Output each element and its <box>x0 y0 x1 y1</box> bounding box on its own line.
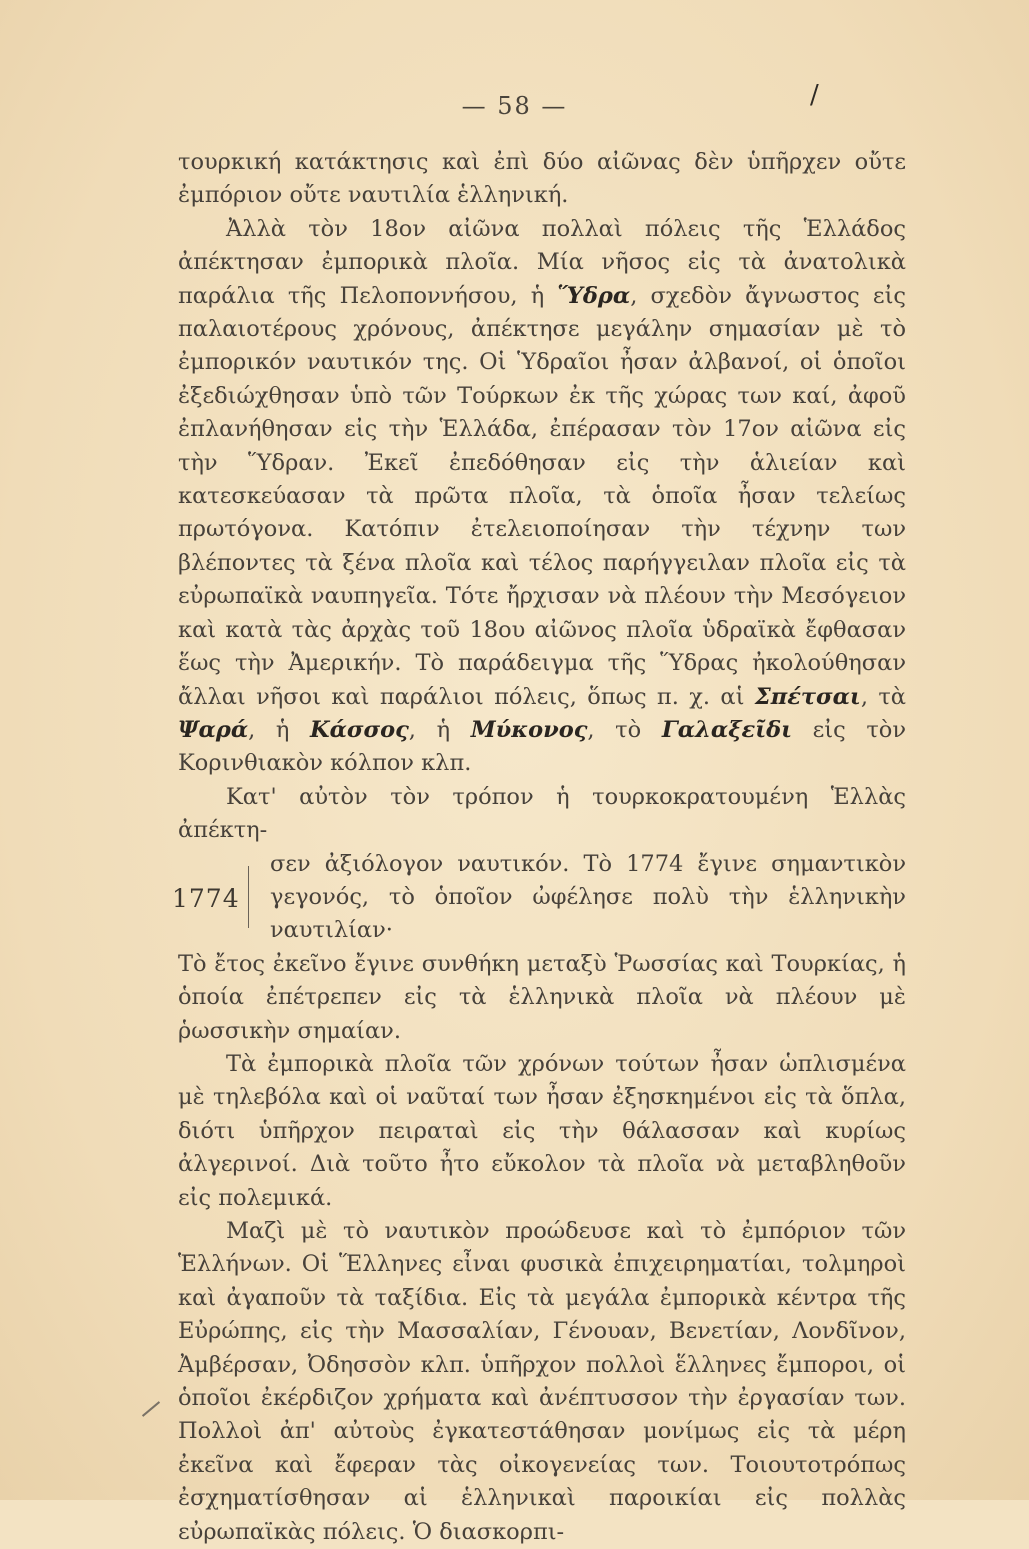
paragraph-p5 <box>178 1215 906 1549</box>
text-run: , τὸ <box>587 716 662 743</box>
margin-year: 1774 <box>172 883 240 913</box>
paragraph-p4 <box>178 1048 906 1215</box>
text-run: Κατ' αὐτὸν τὸν τρόπον ἡ τουρκοκρατουμένη Ἑλλὰς ἀπέκτη- <box>178 783 906 844</box>
text-run: τουρκική κατάκτησις καὶ ἐπὶ δύο αἰῶνας δὲν ὑπῆρχεν οὔτε ἐμπόριον οὔτε ναυτιλία ἑλληνική. <box>178 149 906 209</box>
text-run: Τὸ ἔτος ἐκεῖνο ἔγινε συνθήκη μεταξὺ Ῥωσσίας καὶ Τουρκίας, ἡ ὁποία ἐπέτρεπεν εἰς τὰ ἑλληνικὰ πλοῖα νὰ πλέουν μὲ ῥωσσικὴν σημαίαν. <box>178 950 906 1044</box>
text-run: Τὰ ἐμπορικὰ πλοῖα τῶν χρόνων τούτων ἦσαν ὡπλισμένα μὲ τηλεβόλα καὶ οἱ ναῦταί των ἦσαν ἐξησκημένοι εἰς τὰ ὅπλα, διότι ὑπῆρχον πειραταὶ εἰς τὴν θάλασσαν καὶ κυρίως ἀλγερινοί. Διὰ τοῦτο ἦτο εὔκολον τὰ πλοῖα νὰ μεταβληθοῦν εἰς πολεμικά. <box>178 1050 906 1211</box>
paragraph-p3a <box>178 781 906 848</box>
paragraphs-after <box>178 948 906 1549</box>
text-run: εἰς τὸν Κορινθιακὸν κόλπον κλπ. <box>178 716 906 777</box>
paragraph-p3b <box>178 948 906 1048</box>
text-run: Μαζὶ μὲ τὸ ναυτικὸν προώδευσε καὶ τὸ ἐμπόριον τῶν Ἑλλήνων. Οἱ Ἕλληνες εἶναι φυσικὰ ἐπιχειρηματίαι, τολμηροὶ καὶ ἀγαποῦν τὰ ταξίδια. Εἰς τὰ μεγάλα ἐμπορικὰ κέντρα τῆς Εὐρώπης, εἰς τὴν Μασσαλίαν, Γένουαν, Βενετίαν, Λονδῖνον, Ἀμβέρσαν, Ὀδησσὸν κλπ. ὑπῆρχον πολλοὶ ἕλληνες ἔμποροι, οἱ ὁποῖοι ἐκέρδιζον χρήματα καὶ ἀνέπτυσσον τὴν ἐργασίαν των. Πολλοὶ ἀπ' αὐτοὺς ἐγκατεστάθησαν μονίμως εἰς τὰ μέρη ἐκεῖνα καὶ ἔφεραν τὰς οἰκογενείας των. Τοιουτοτρόπως ἐσχηματίσθησαν αἱ ἑλληνικαὶ παροικίαι εἰς πολλὰς εὐρωπαϊκὰς πόλεις. Ὁ διασκορπι- <box>178 1218 906 1545</box>
paragraph-p1 <box>178 146 906 213</box>
place-name: Ψαρά <box>178 716 249 743</box>
stray-mark <box>142 1401 160 1417</box>
place-name: Σπέτσαι <box>754 683 861 710</box>
marginal-year-block <box>172 848 906 948</box>
page-number: — 58 — <box>461 92 568 120</box>
page-body <box>172 146 906 1549</box>
place-name: Ὕδρα <box>557 282 631 309</box>
paragraph-p2 <box>178 213 906 781</box>
place-name: Κάσσος <box>310 716 409 743</box>
pencil-mark: / <box>810 80 819 110</box>
text-run: Ἀλλὰ τὸν 18ον αἰῶνα πολλαὶ πόλεις τῆς Ἑλλάδος ἀπέκτησαν ἐμπορικὰ πλοῖα. Μία νῆσος εἰς τὰ ἀνατολικὰ παράλια τῆς Πελοποννήσου, ἡ <box>178 215 906 309</box>
text-run: , ἡ <box>408 716 471 743</box>
margin-bracket <box>248 866 259 928</box>
place-name: Γαλαξεῖδι <box>661 716 792 743</box>
paragraphs-before <box>178 146 906 848</box>
text-run: , τὰ <box>860 683 906 710</box>
place-name: Μύκονος <box>470 716 588 743</box>
bracketed-text: σεν ἀξιόλογον ναυτικόν. Τὸ 1774 ἔγινε σημαντικὸν γεγονός, τὸ ὁποῖον ὠφέλησε πολὺ τὴν ἑλληνικὴν ναυτιλίαν· <box>270 850 906 944</box>
text-run: , σχεδὸν ἄγνωστος εἰς παλαιοτέρους χρόνους, ἀπέκτησε μεγάλην σημασίαν μὲ τὸ ἐμπορικόν ναυτικόν της. Οἱ Ὑδραῖοι ἦσαν ἀλβανοί, οἱ ὁποῖοι ἐξεδιώχθησαν ὑπὸ τῶν Τούρκων ἐκ τῆς χώρας των καί, ἀφοῦ ἐπλανήθησαν εἰς τὴν Ἑλλάδα, ἐπέρασαν τὸν 17ον αἰῶνα εἰς τὴν Ὕδραν. Ἐκεῖ ἐπεδόθησαν εἰς τὴν ἁλιείαν καὶ κατεσκεύασαν τὰ πρῶτα πλοῖα, τὰ ὁποῖα ἦσαν τελείως πρωτόγονα. Κατόπιν ἐτελειοποίησαν τὴν τέχνην των βλέποντες τὰ ξένα πλοῖα καὶ τέλος παρήγγειλαν πλοῖα εἰς τὰ εὐρωπαϊκὰ ναυπηγεῖα. Τότε ἤρχισαν νὰ πλέουν τὴν Μεσόγειον καὶ κατὰ τὰς ἀρχὰς τοῦ 18ου αἰῶνος πλοῖα ὑδραϊκὰ ἔφθασαν ἕως τὴν Ἀμερικήν. Τὸ παράδειγμα τῆς Ὕδρας ἠκολούθησαν ἄλλαι νῆσοι καὶ παράλιοι πόλεις, ὅπως π. χ. αἱ <box>178 282 906 710</box>
text-run: , ἡ <box>248 716 311 743</box>
